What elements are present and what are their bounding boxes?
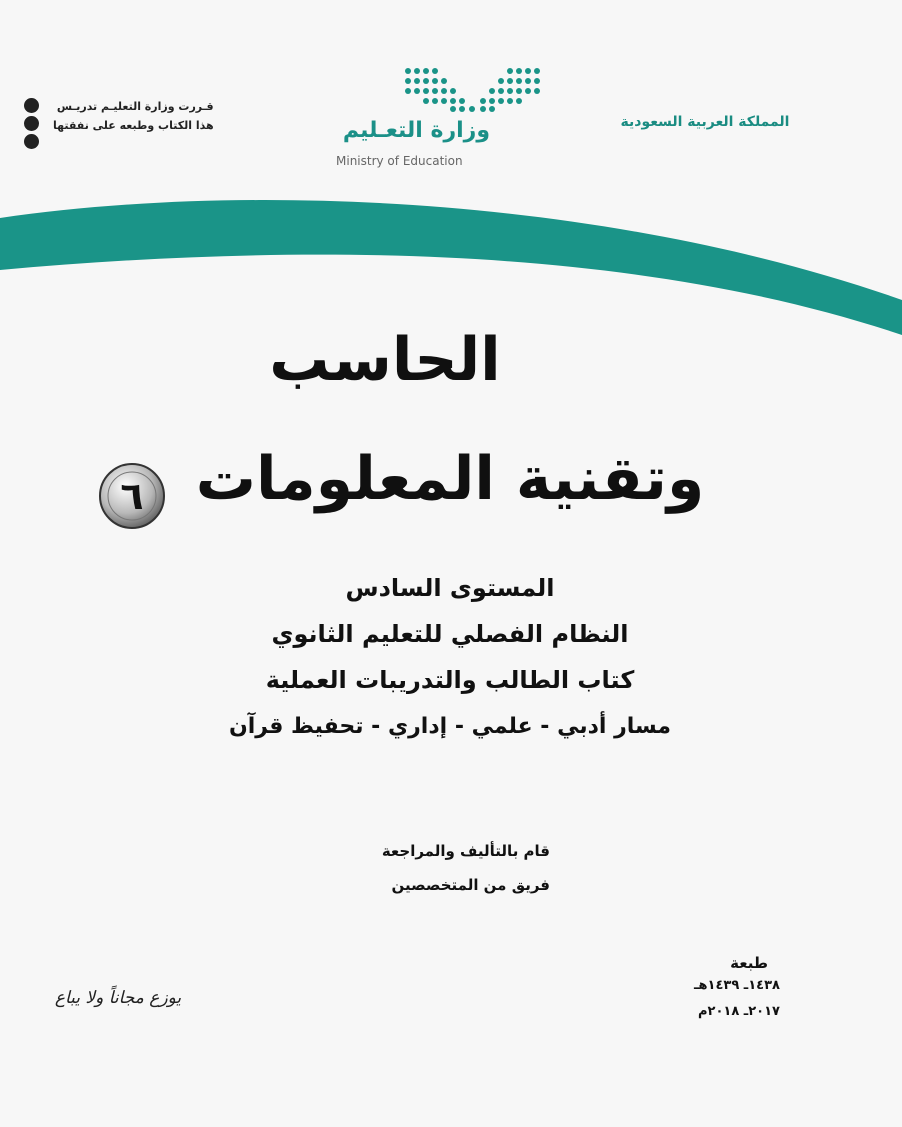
ministry-name-en: Ministry of Education	[336, 154, 463, 168]
bullet-dot	[24, 116, 39, 131]
authors-line1: قام بالتأليف والمراجعة	[381, 842, 550, 860]
subtitle-tracks: مسار أدبي - علمي - إداري - تحفيظ قرآن	[228, 714, 672, 739]
level-number-badge	[98, 462, 166, 530]
approval-note-line2: هذا الكتاب وطبعه على نفقتها	[53, 119, 214, 132]
edition-label: طبعة	[730, 954, 768, 972]
free-distribution-note: يوزع مجاناً ولا يباع	[54, 988, 182, 1008]
badge-number: ٦	[120, 474, 144, 518]
authors-line2: فريق من المتخصصين	[391, 876, 550, 894]
bullet-dot	[24, 98, 39, 113]
edition-hijri-year: ١٤٣٨ـ ١٤٣٩هـ	[694, 978, 780, 993]
ministry-name-ar: وزارة التعـليم	[342, 118, 490, 143]
bullet-dots	[24, 98, 39, 149]
bullet-dot	[24, 134, 39, 149]
book-title-line2: وتقنية المعلومات	[195, 444, 705, 514]
subtitle-book-type: كتاب الطالب والتدريبات العملية	[265, 666, 635, 694]
approval-note	[24, 98, 254, 149]
edition-gregorian-year: ٢٠١٧ـ ٢٠١٨م	[697, 1004, 780, 1019]
subtitle-level: المستوى السادس	[345, 574, 555, 602]
approval-note-line1: قـررت وزارة التعليـم تدريـس	[56, 100, 214, 113]
book-title-line1: الحاسب	[269, 325, 501, 395]
kingdom-label: المملكة العربية السعودية	[620, 114, 790, 130]
subtitle-system: النظام الفصلي للتعليم الثانوي	[271, 620, 629, 648]
